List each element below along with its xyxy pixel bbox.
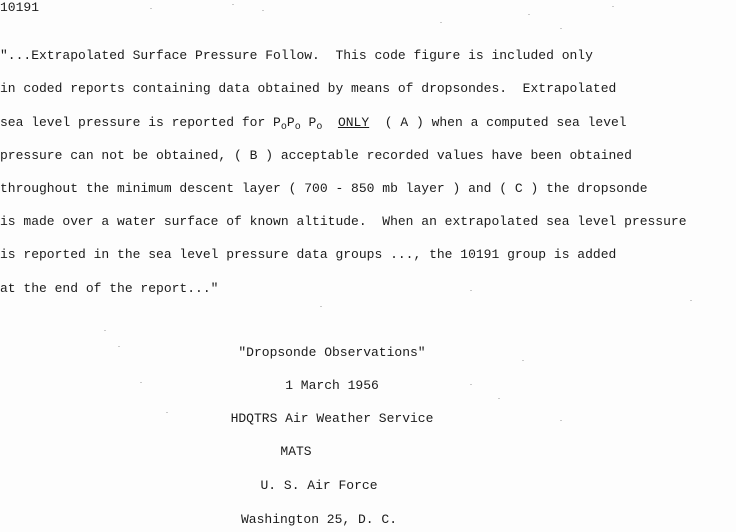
- line-3-start: sea level pressure is reported for P: [0, 115, 281, 130]
- paragraph-line-4: pressure can not be obtained, ( B ) acceptable recorded values have been obtained: [0, 148, 632, 163]
- paragraph-line-5: throughout the minimum descent layer ( 700 - 850 mb layer ) and ( C ) the dropsonde: [0, 181, 648, 196]
- line-3-p-second: P: [300, 115, 317, 130]
- scan-speck: [528, 14, 530, 15]
- line-3-gap: [322, 115, 338, 130]
- scan-speck: [470, 384, 472, 385]
- scan-speck: [440, 22, 442, 23]
- paragraph-line-1: "...Extrapolated Surface Pressure Follow. This code figure is included only: [0, 48, 593, 63]
- scan-speck: [498, 398, 500, 399]
- paragraph-line-6: is made over a water surface of known altitude. When an extrapolated sea level pressure: [0, 214, 687, 229]
- scan-speck: [612, 6, 614, 7]
- citation-branch: U. S. Air Force: [260, 478, 378, 493]
- scan-speck: [104, 330, 106, 331]
- line-3-p: P: [286, 115, 295, 130]
- scan-speck: [560, 28, 562, 29]
- paragraph-line-3: [0, 115, 627, 133]
- citation-title: "Dropsonde Observations": [238, 345, 426, 360]
- paragraph-line-8: at the end of the report...": [0, 281, 219, 296]
- scan-speck: [150, 8, 152, 9]
- citation-organization: HDQTRS Air Weather Service: [230, 411, 434, 426]
- scan-speck: [320, 306, 322, 307]
- scan-speck: [470, 290, 472, 291]
- subscript-o-1: o: [280, 122, 287, 133]
- subscript-o-2: o: [294, 122, 301, 133]
- scan-speck: [522, 360, 524, 361]
- subscript-o-3: o: [316, 122, 323, 133]
- citation-location: Washington 25, D. C.: [240, 512, 398, 527]
- only-emphasis: ONLY: [337, 115, 370, 130]
- scan-speck: [560, 420, 562, 421]
- code-number: 10191: [0, 0, 40, 15]
- scan-speck: [166, 412, 168, 413]
- scan-speck: [690, 300, 692, 301]
- scan-speck: [232, 4, 234, 5]
- scan-speck: [262, 10, 264, 11]
- paragraph-line-2: in coded reports containing data obtained by means of dropsondes. Extrapolated: [0, 81, 617, 96]
- line-3-end: ( A ) when a computed sea level: [369, 115, 627, 130]
- scan-speck: [140, 382, 142, 383]
- paragraph-line-7: is reported in the sea level pressure data groups ..., the 10191 group is added: [0, 247, 617, 262]
- citation-date: 1 March 1956: [285, 378, 379, 393]
- scan-speck: [118, 346, 120, 347]
- citation-command: MATS: [280, 444, 312, 459]
